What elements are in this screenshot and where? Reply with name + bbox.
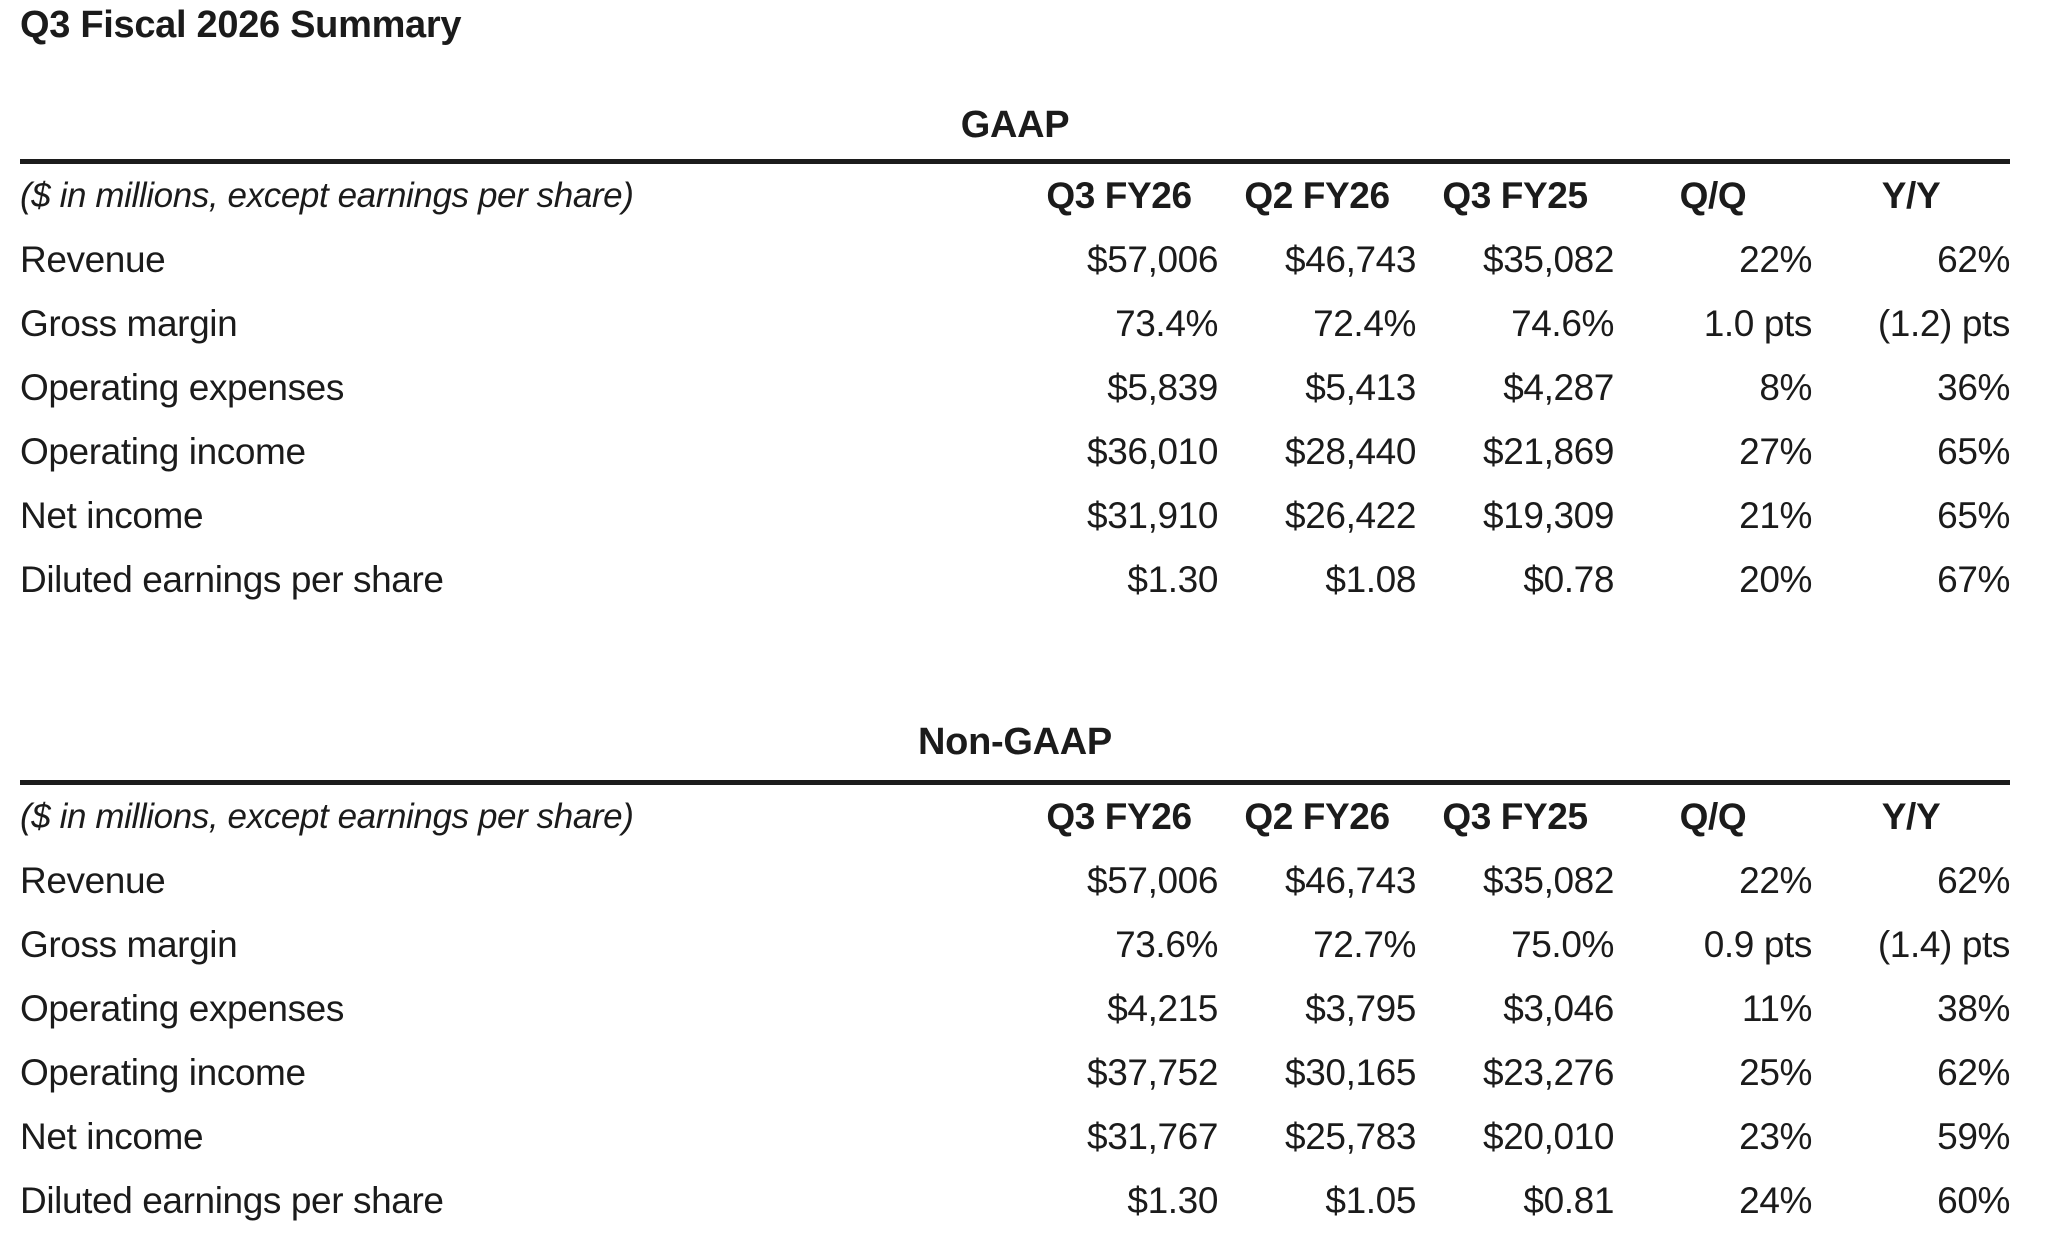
value-q3fy26: 73.4% [1115, 303, 1218, 344]
value-q3fy26: 73.6% [1115, 924, 1218, 965]
column-header-qq: Q/Q [1679, 796, 1747, 837]
non-gaap-heading: Non-GAAP [918, 721, 1112, 763]
value-q3fy25: $4,287 [1503, 367, 1614, 408]
value-qq: 1.0 pts [1703, 303, 1812, 344]
row-label: Gross margin [20, 924, 238, 965]
value-qq: 23% [1739, 1116, 1812, 1157]
value-q2fy26: 72.4% [1313, 303, 1416, 344]
value-yy: 62% [1937, 1052, 2010, 1093]
page-title: Q3 Fiscal 2026 Summary [20, 4, 462, 46]
value-yy: 36% [1937, 367, 2010, 408]
gaap-heading: GAAP [960, 104, 1070, 146]
value-yy: 38% [1937, 988, 2010, 1029]
value-qq: 11% [1741, 988, 1812, 1029]
value-q3fy26: $1.30 [1127, 1180, 1218, 1221]
column-header-q3fy26: Q3 FY26 [1046, 796, 1192, 837]
value-yy: 65% [1937, 495, 2010, 536]
value-q2fy26: $25,783 [1285, 1116, 1416, 1157]
value-yy: 59% [1937, 1116, 2010, 1157]
row-label: Revenue [20, 239, 166, 280]
value-q3fy26: $31,767 [1087, 1116, 1218, 1157]
value-q3fy26: $1.30 [1127, 559, 1218, 600]
value-yy: 65% [1937, 431, 2010, 472]
row-label: Gross margin [20, 303, 238, 344]
value-q3fy25: $20,010 [1483, 1116, 1614, 1157]
value-q3fy25: 75.0% [1511, 924, 1614, 965]
row-label: Net income [20, 1116, 204, 1157]
value-qq: 27% [1739, 431, 1812, 472]
value-q3fy25: $19,309 [1483, 495, 1614, 536]
value-q3fy25: 74.6% [1511, 303, 1614, 344]
value-q3fy26: $5,839 [1107, 367, 1218, 408]
value-qq: 22% [1739, 239, 1812, 280]
value-q3fy26: $37,752 [1087, 1052, 1218, 1093]
value-q3fy26: $57,006 [1087, 239, 1218, 280]
value-q2fy26: $26,422 [1285, 495, 1416, 536]
value-q2fy26: $46,743 [1285, 239, 1416, 280]
value-q3fy25: $0.81 [1523, 1180, 1614, 1221]
value-q2fy26: $28,440 [1285, 431, 1416, 472]
value-q3fy25: $0.78 [1523, 559, 1614, 600]
value-q3fy26: $57,006 [1087, 860, 1218, 901]
value-q3fy26: $4,215 [1107, 988, 1218, 1029]
row-label: Revenue [20, 860, 166, 901]
value-yy: (1.2) pts [1877, 303, 2010, 344]
row-label: Operating income [20, 431, 306, 472]
value-qq: 22% [1739, 860, 1812, 901]
non-gaap-table [20, 785, 2010, 1233]
row-label: Operating income [20, 1052, 306, 1093]
value-qq: 24% [1739, 1180, 1812, 1221]
gaap-table [20, 164, 2010, 612]
value-qq: 8% [1759, 367, 1812, 408]
value-q2fy26: $1.08 [1325, 559, 1416, 600]
value-yy: 67% [1937, 559, 2010, 600]
units-note: ($ in millions, except earnings per share) [20, 797, 634, 836]
value-q3fy25: $21,869 [1483, 431, 1614, 472]
row-label: Diluted earnings per share [20, 559, 444, 600]
gaap-table-section [20, 102, 2010, 612]
column-header-qq: Q/Q [1679, 175, 1747, 216]
row-label: Operating expenses [20, 367, 344, 408]
value-q2fy26: $30,165 [1285, 1052, 1416, 1093]
value-q2fy26: $5,413 [1305, 367, 1416, 408]
column-header-q3fy25: Q3 FY25 [1442, 796, 1588, 837]
value-q2fy26: $1.05 [1325, 1180, 1416, 1221]
value-q3fy26: $36,010 [1087, 431, 1218, 472]
value-qq: 25% [1739, 1052, 1812, 1093]
column-header-yy: Y/Y [1881, 175, 1941, 216]
value-q3fy25: $35,082 [1483, 860, 1614, 901]
value-yy: 60% [1937, 1180, 2010, 1221]
value-q2fy26: $3,795 [1305, 988, 1416, 1029]
value-qq: 21% [1739, 495, 1812, 536]
value-q3fy25: $3,046 [1503, 988, 1614, 1029]
column-header-yy: Y/Y [1881, 796, 1941, 837]
value-q2fy26: 72.7% [1313, 924, 1416, 965]
row-label: Net income [20, 495, 204, 536]
value-q2fy26: $46,743 [1285, 860, 1416, 901]
row-label: Diluted earnings per share [20, 1180, 444, 1221]
column-header-q3fy25: Q3 FY25 [1442, 175, 1588, 216]
column-header-q3fy26: Q3 FY26 [1046, 175, 1192, 216]
units-note: ($ in millions, except earnings per share) [20, 176, 634, 215]
non-gaap-table-section [20, 719, 2010, 1233]
value-q3fy26: $31,910 [1087, 495, 1218, 536]
value-yy: 62% [1937, 860, 2010, 901]
value-q3fy25: $35,082 [1483, 239, 1614, 280]
value-qq: 0.9 pts [1703, 924, 1812, 965]
value-q3fy25: $23,276 [1483, 1052, 1614, 1093]
value-yy: 62% [1937, 239, 2010, 280]
value-qq: 20% [1739, 559, 1812, 600]
column-header-q2fy26: Q2 FY26 [1244, 796, 1390, 837]
value-yy: (1.4) pts [1877, 924, 2010, 965]
column-header-q2fy26: Q2 FY26 [1244, 175, 1390, 216]
row-label: Operating expenses [20, 988, 344, 1029]
